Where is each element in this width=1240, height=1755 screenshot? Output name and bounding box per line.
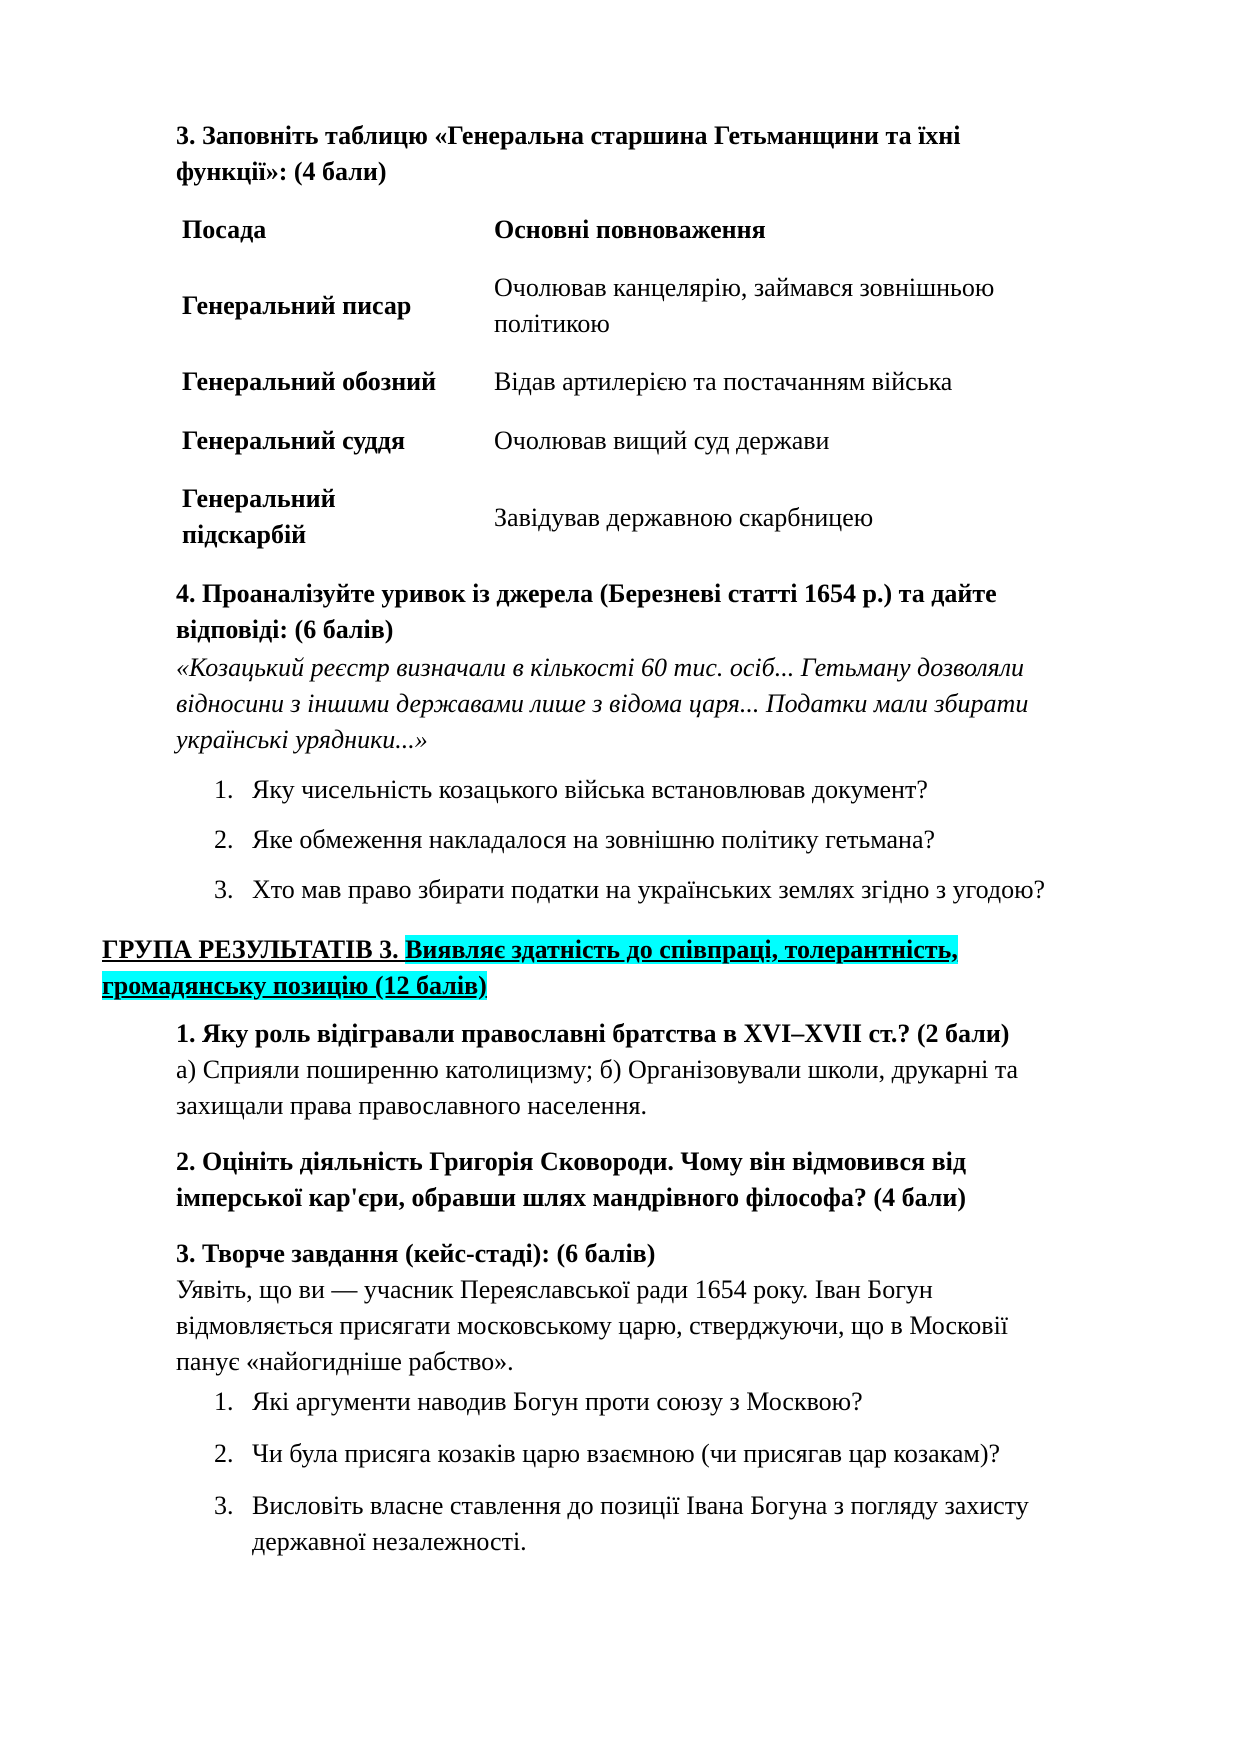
table-row-4-position-line1: Генеральний — [182, 484, 336, 513]
table-row-4-duties: Завідував державною скарбницею — [494, 503, 874, 532]
table-row-4-position — [182, 481, 482, 553]
group-task2-line1: 2. Оцініть діяльність Григорія Сковороди. Чому він відмовився від — [176, 1147, 967, 1176]
table-header-position: Посада — [182, 215, 267, 244]
question-text-line2: державної незалежності. — [252, 1527, 527, 1556]
group-task3-title: 3. Творче завдання (кейс-стаді): (6 балів) — [176, 1239, 656, 1268]
question-text: Які аргументи наводив Богун проти союзу з Москвою? — [252, 1387, 863, 1416]
table-header-duties: Основні повноваження — [494, 215, 766, 244]
list-number: 3. — [214, 1491, 234, 1520]
list-number: 1. — [214, 775, 234, 804]
quote-line1: «Козацький реєстр визначали в кількості 60 тис. осіб... Гетьману дозволяли — [176, 653, 1025, 682]
table-row-3-duties: Очолював вищий суд держави — [494, 426, 830, 455]
group-heading-line1 — [102, 932, 1142, 968]
table-row-1-duties — [494, 270, 1094, 342]
task3-heading — [176, 118, 1096, 190]
group-task1-line1: а) Сприяли поширенню католицизму; б) Організовували школи, друкарні та — [176, 1055, 1019, 1084]
table-row-2-position: Генеральний обозний — [182, 367, 437, 396]
results-group-heading — [102, 932, 1142, 1004]
task4-heading — [176, 576, 1156, 648]
list-number: 2. — [214, 825, 234, 854]
question-text: Яке обмеження накладалося на зовнішню політику гетьмана? — [252, 825, 936, 854]
list-number: 1. — [214, 1387, 234, 1416]
table-row-1-duties-line2: політикою — [494, 309, 610, 338]
table-row-4-position-line2: підскарбій — [182, 520, 307, 549]
group-task3-line2: відмовляється присягати московському царю, стверджуючи, що в Московії — [176, 1311, 1009, 1340]
quote-line3: українські урядники...» — [176, 725, 428, 754]
group-task3-line1: Уявіть, що ви — учасник Переяславської ради 1654 року. Іван Богун — [176, 1275, 933, 1304]
group-task1-line2: захищали права православного населення. — [176, 1091, 647, 1120]
group-prefix: ГРУПА РЕЗУЛЬТАТІВ 3. — [102, 935, 406, 964]
question-text — [252, 1488, 1152, 1560]
table-row-1-position: Генеральний писар — [182, 291, 412, 320]
group-task3-line3: панує «найогидніше рабство». — [176, 1347, 514, 1376]
task3-title-line1: 3. Заповніть таблицю «Генеральна старшина Гетьманщини та їхні — [176, 121, 961, 150]
group-heading-line2 — [102, 968, 1142, 1004]
question-text: Яку чисельність козацького війська встановлював документ? — [252, 775, 928, 804]
task4-source-quote — [176, 650, 1156, 758]
group-highlight-line2: громадянську позицію (12 балів) — [102, 971, 487, 1000]
group-task1-title: 1. Яку роль відігравали православні братства в XVI–XVII ст.? (2 бали) — [176, 1019, 1010, 1048]
list-number: 3. — [214, 875, 234, 904]
question-text: Хто мав право збирати податки на українських землях згідно з угодою? — [252, 875, 1046, 904]
group-highlight-line1: Виявляє здатність до співпраці, толерантність, — [405, 935, 958, 964]
task3-title-line2: функції»: (4 бали) — [176, 157, 387, 186]
group-task2-line2: імперської кар'єри, обравши шлях мандрівного філософа? (4 бали) — [176, 1183, 967, 1212]
list-number: 2. — [214, 1439, 234, 1468]
group-task2 — [176, 1144, 1136, 1216]
table-row-1-duties-line1: Очолював канцелярію, займався зовнішньою — [494, 273, 995, 302]
table-row-2-duties: Відав артилерією та постачанням війська — [494, 367, 953, 396]
question-text: Чи була присяга козаків царю взаємною (чи присягав цар козакам)? — [252, 1439, 1001, 1468]
question-text-line1: Висловіть власне ставлення до позиції Івана Богуна з погляду захисту — [252, 1491, 1029, 1520]
group-task1 — [176, 1016, 1136, 1124]
group-task3 — [176, 1236, 1136, 1380]
task4-title-line2: відповіді: (6 балів) — [176, 615, 394, 644]
task4-title-line1: 4. Проаналізуйте уривок із джерела (Березневі статті 1654 р.) та дайте — [176, 579, 997, 608]
quote-line2: відносини з іншими державами лише з відома царя... Податки мали збирати — [176, 689, 1029, 718]
table-row-3-position: Генеральний суддя — [182, 426, 406, 455]
